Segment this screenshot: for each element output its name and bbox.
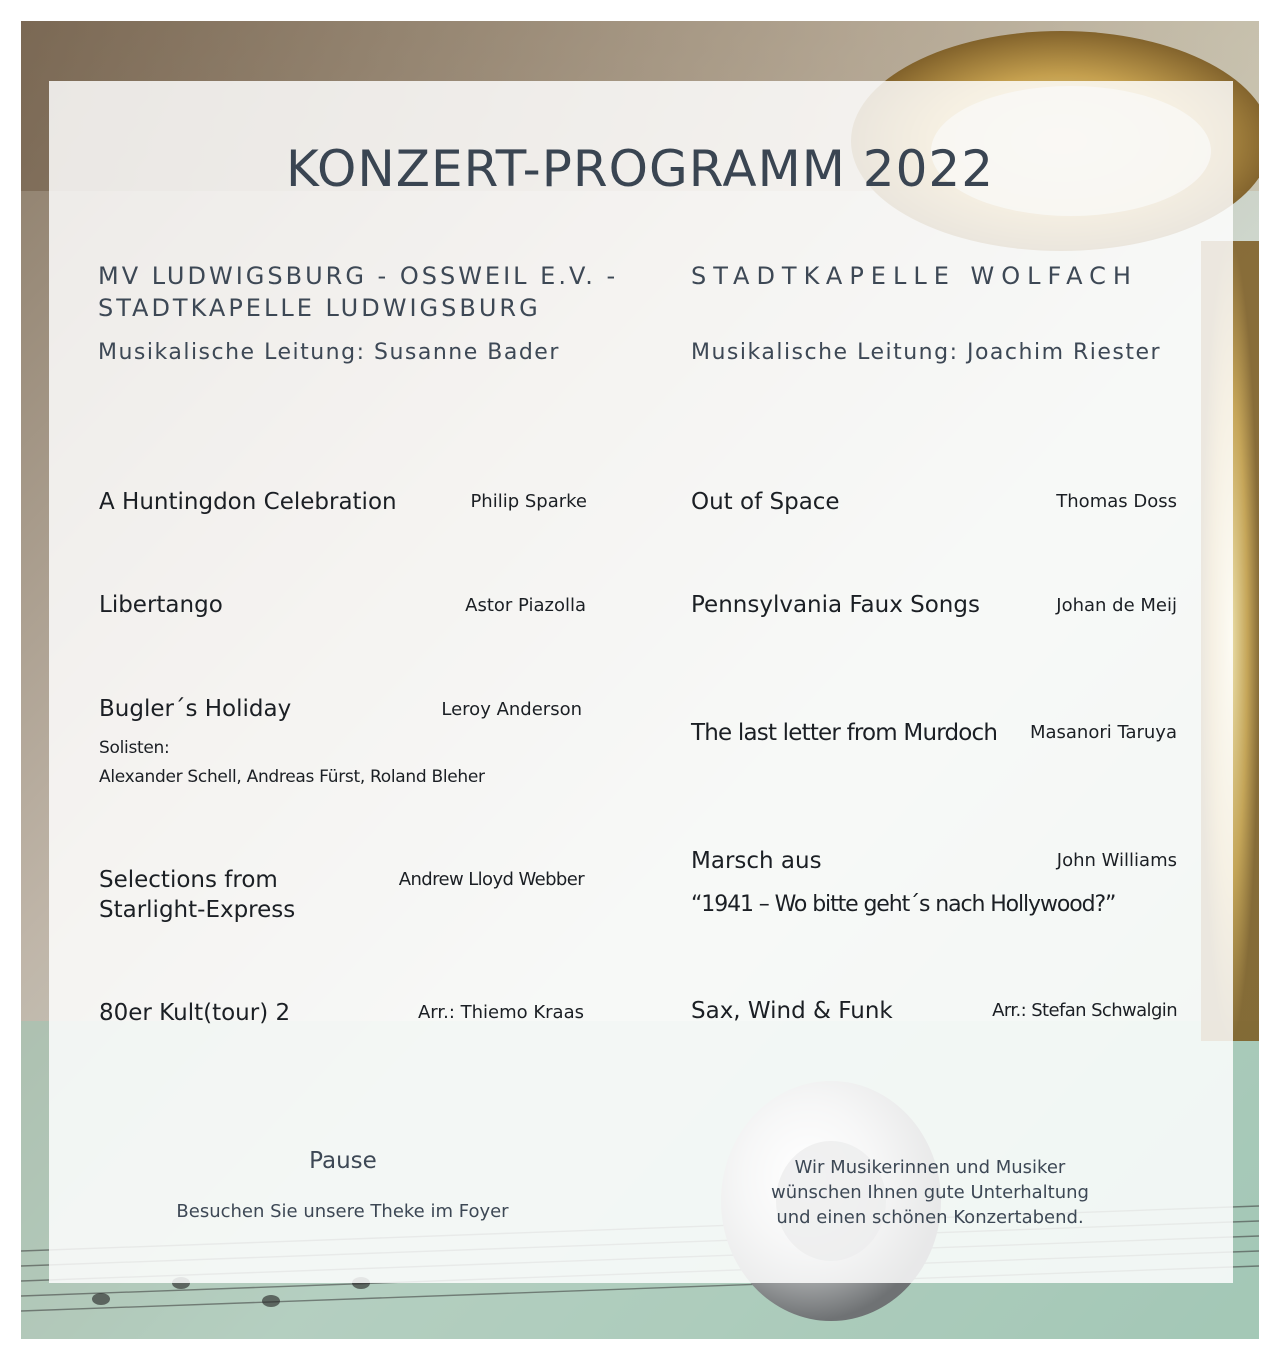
- page-title: KONZERT-PROGRAMM 2022: [285, 140, 995, 198]
- left-piece-5-title: 80er Kult(tour) 2: [99, 1000, 291, 1026]
- left-piece-4-composer: Andrew Lloyd Webber: [398, 869, 584, 890]
- right-piece-1-composer: Thomas Doss: [1056, 491, 1177, 512]
- closing-line-3: und einen schönen Konzertabend.: [776, 1207, 1084, 1228]
- right-piece-3-title: The last letter from Murdoch: [691, 720, 998, 746]
- right-piece-4-subtitle: “1941 – Wo bitte geht´s nach Hollywood?”: [691, 892, 1116, 917]
- closing-message: [720, 1155, 1140, 1230]
- left-piece-2-title: Libertango: [99, 592, 223, 618]
- left-piece-3-soloists: Alexander Schell, Andreas Fürst, Roland Bleher: [99, 767, 485, 787]
- left-piece-4-title-line1: Selections from: [99, 867, 278, 893]
- left-piece-1-composer: Philip Sparke: [470, 491, 587, 512]
- right-piece-3-composer: Masanori Taruya: [1029, 722, 1177, 743]
- right-piece-5-composer: Arr.: Stefan Schwalgin: [992, 1000, 1177, 1021]
- left-band-name-line1: MV LUDWIGSBURG - OSSWEIL E.V. -: [98, 262, 619, 290]
- left-piece-4-title-line2: Starlight-Express: [99, 897, 296, 923]
- closing-line-1: Wir Musikerinnen und Musiker: [794, 1157, 1066, 1178]
- left-piece-1-title: A Huntingdon Celebration: [99, 489, 397, 515]
- left-piece-3-solo-label: Solisten:: [99, 738, 170, 758]
- closing-line-2: wünschen Ihnen gute Unterhaltung: [771, 1182, 1089, 1203]
- pause-note: Besuchen Sie unsere Theke im Foyer: [176, 1201, 509, 1222]
- right-piece-2-composer: Johan de Meij: [1056, 595, 1177, 616]
- left-piece-3-title: Bugler´s Holiday: [99, 696, 292, 722]
- right-piece-5-title: Sax, Wind & Funk: [691, 998, 893, 1024]
- left-piece-2-composer: Astor Piazolla: [465, 595, 586, 616]
- left-conductor: Musikalische Leitung: Susanne Bader: [98, 340, 560, 365]
- left-piece-5-composer: Arr.: Thiemo Kraas: [417, 1002, 584, 1023]
- right-piece-1-title: Out of Space: [691, 489, 840, 515]
- left-band-name-line2: STADTKAPELLE LUDWIGSBURG: [98, 294, 541, 322]
- right-conductor: Musikalische Leitung: Joachim Riester: [691, 340, 1162, 365]
- pause-label: Pause: [309, 1148, 377, 1174]
- right-piece-4-composer: John Williams: [1056, 850, 1177, 871]
- right-piece-2-title: Pennsylvania Faux Songs: [691, 592, 980, 618]
- right-band-name: STADTKAPELLE WOLFACH: [691, 262, 1138, 290]
- left-piece-3-composer: Leroy Anderson: [441, 699, 582, 720]
- right-piece-4-title: Marsch aus: [691, 848, 822, 874]
